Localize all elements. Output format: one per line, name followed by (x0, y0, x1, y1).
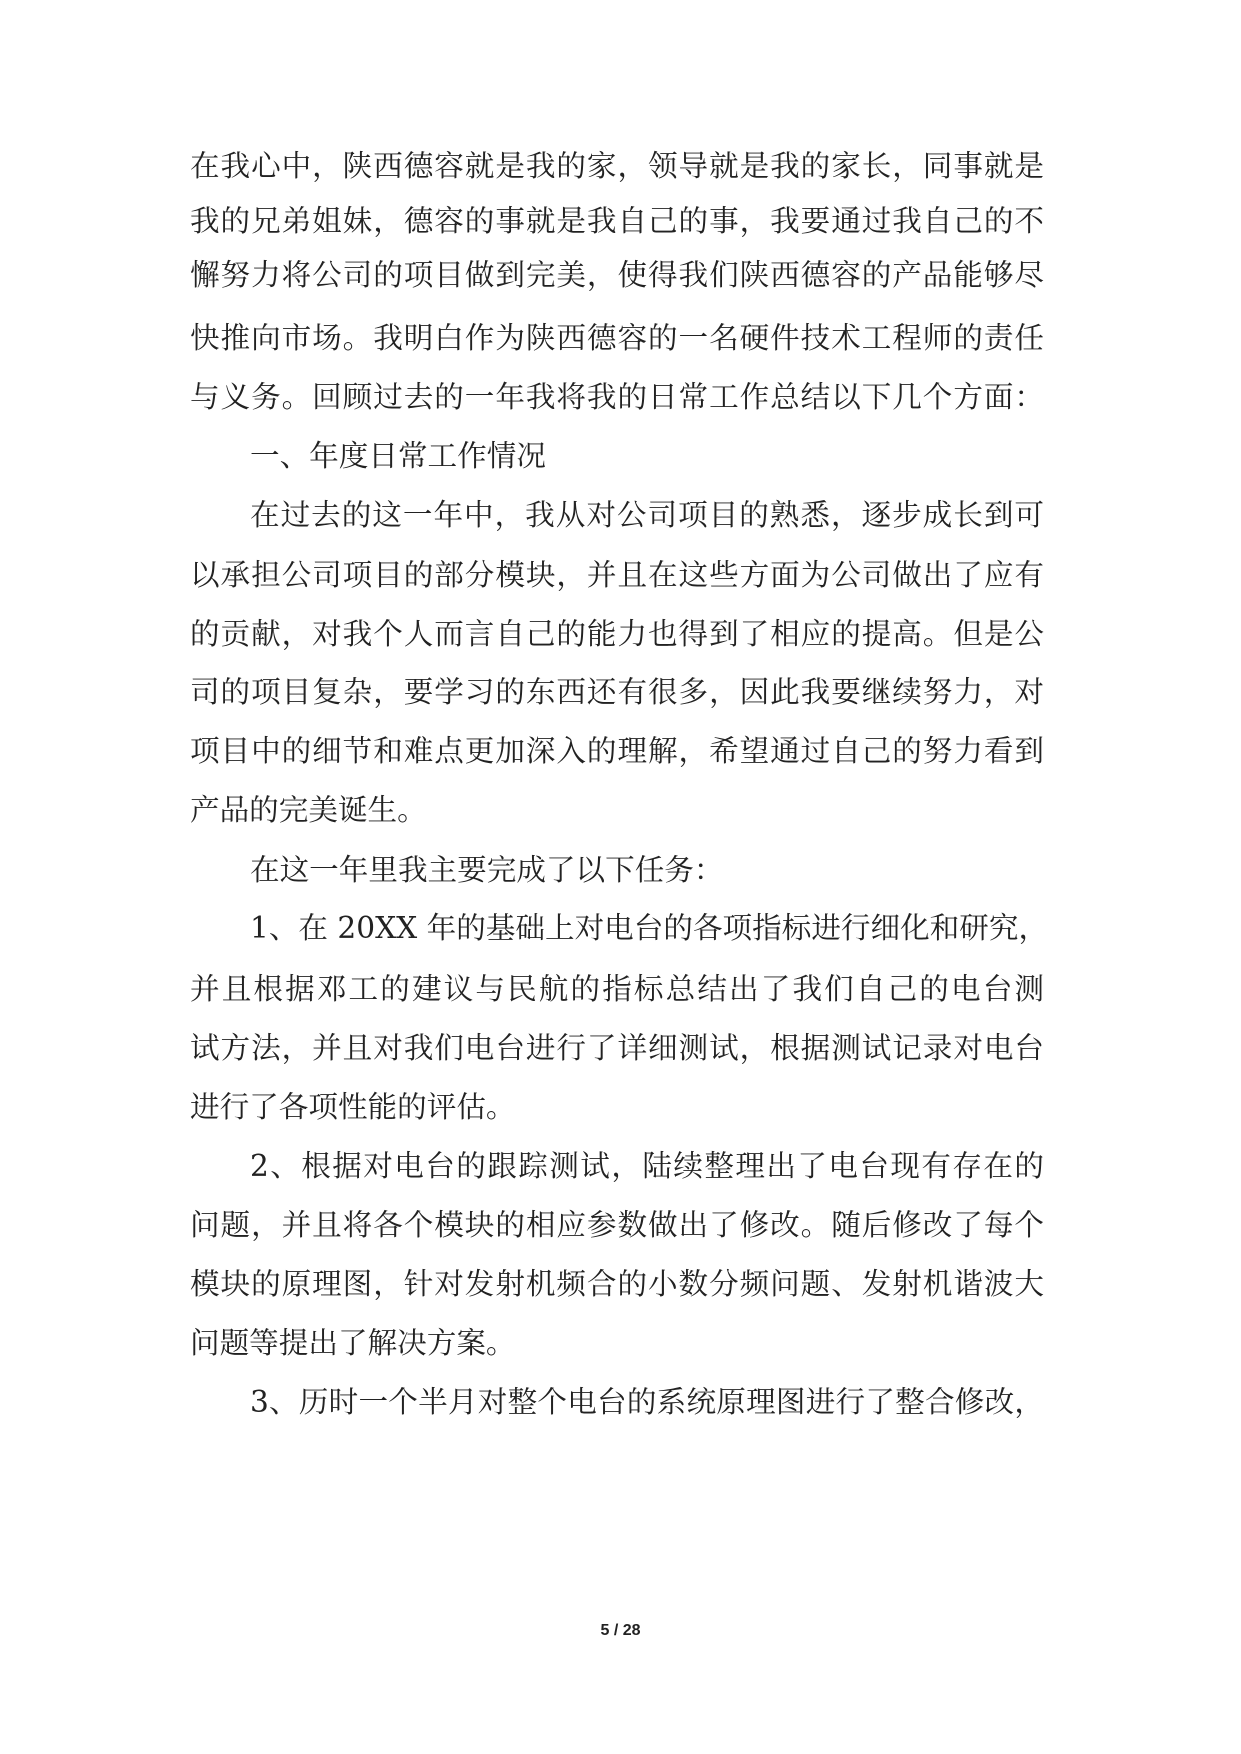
text-line: 问题等提出了解决方案。 (190, 1326, 516, 1360)
text-line: 产品的完美诞生。 (190, 793, 427, 827)
text-line: 并且根据邓工的建议与民航的指标总结出了我们自己的电台测 (190, 972, 1044, 1006)
page-number: 5 / 28 (600, 1622, 641, 1639)
list-item-2: 2、根据对电台的跟踪测试，陆续整理出了电台现有存在的 (250, 1149, 1044, 1183)
text-line: 试方法，并且对我们电台进行了详细测试，根据测试记录对电台 (190, 1031, 1044, 1065)
list-item-3: 3、历时一个半月对整个电台的系统原理图进行了整合修改， (250, 1385, 1044, 1419)
text-line: 项目中的细节和难点更加深入的理解，希望通过自己的努力看到 (190, 734, 1044, 768)
paragraph-first-line: 在过去的这一年中，我从对公司项目的熟悉，逐步成长到可 (250, 498, 1044, 532)
text-line: 快推向市场。我明白作为陕西德容的一名硬件技术工程师的责任 (190, 321, 1044, 355)
text-line: 我的兄弟姐妹，德容的事就是我自己的事，我要通过我自己的不 (190, 204, 1044, 238)
text-line: 以承担公司项目的部分模块，并且在这些方面为公司做出了应有 (190, 558, 1044, 592)
text-line: 在我心中，陕西德容就是我的家，领导就是我的家长，同事就是 (190, 149, 1044, 183)
section-heading: 一、年度日常工作情况 (250, 439, 546, 473)
text-line: 司的项目复杂，要学习的东西还有很多，因此我要继续努力，对 (190, 675, 1044, 709)
text-line: 的贡献，对我个人而言自己的能力也得到了相应的提高。但是公 (190, 617, 1044, 651)
paragraph-first-line: 在这一年里我主要完成了以下任务： (250, 853, 724, 887)
text-line: 与义务。回顾过去的一年我将我的日常工作总结以下几个方面： (190, 380, 1044, 414)
text-line: 问题，并且将各个模块的相应参数做出了修改。随后修改了每个 (190, 1208, 1044, 1242)
text-line: 进行了各项性能的评估。 (190, 1090, 516, 1124)
text-line: 模块的原理图，针对发射机频合的小数分频问题、发射机谐波大 (190, 1267, 1044, 1301)
list-item-1: 1、在 20XX 年的基础上对电台的各项指标进行细化和研究， (250, 911, 1049, 945)
text-line: 懈努力将公司的项目做到完美，使得我们陕西德容的产品能够尽 (190, 258, 1044, 292)
